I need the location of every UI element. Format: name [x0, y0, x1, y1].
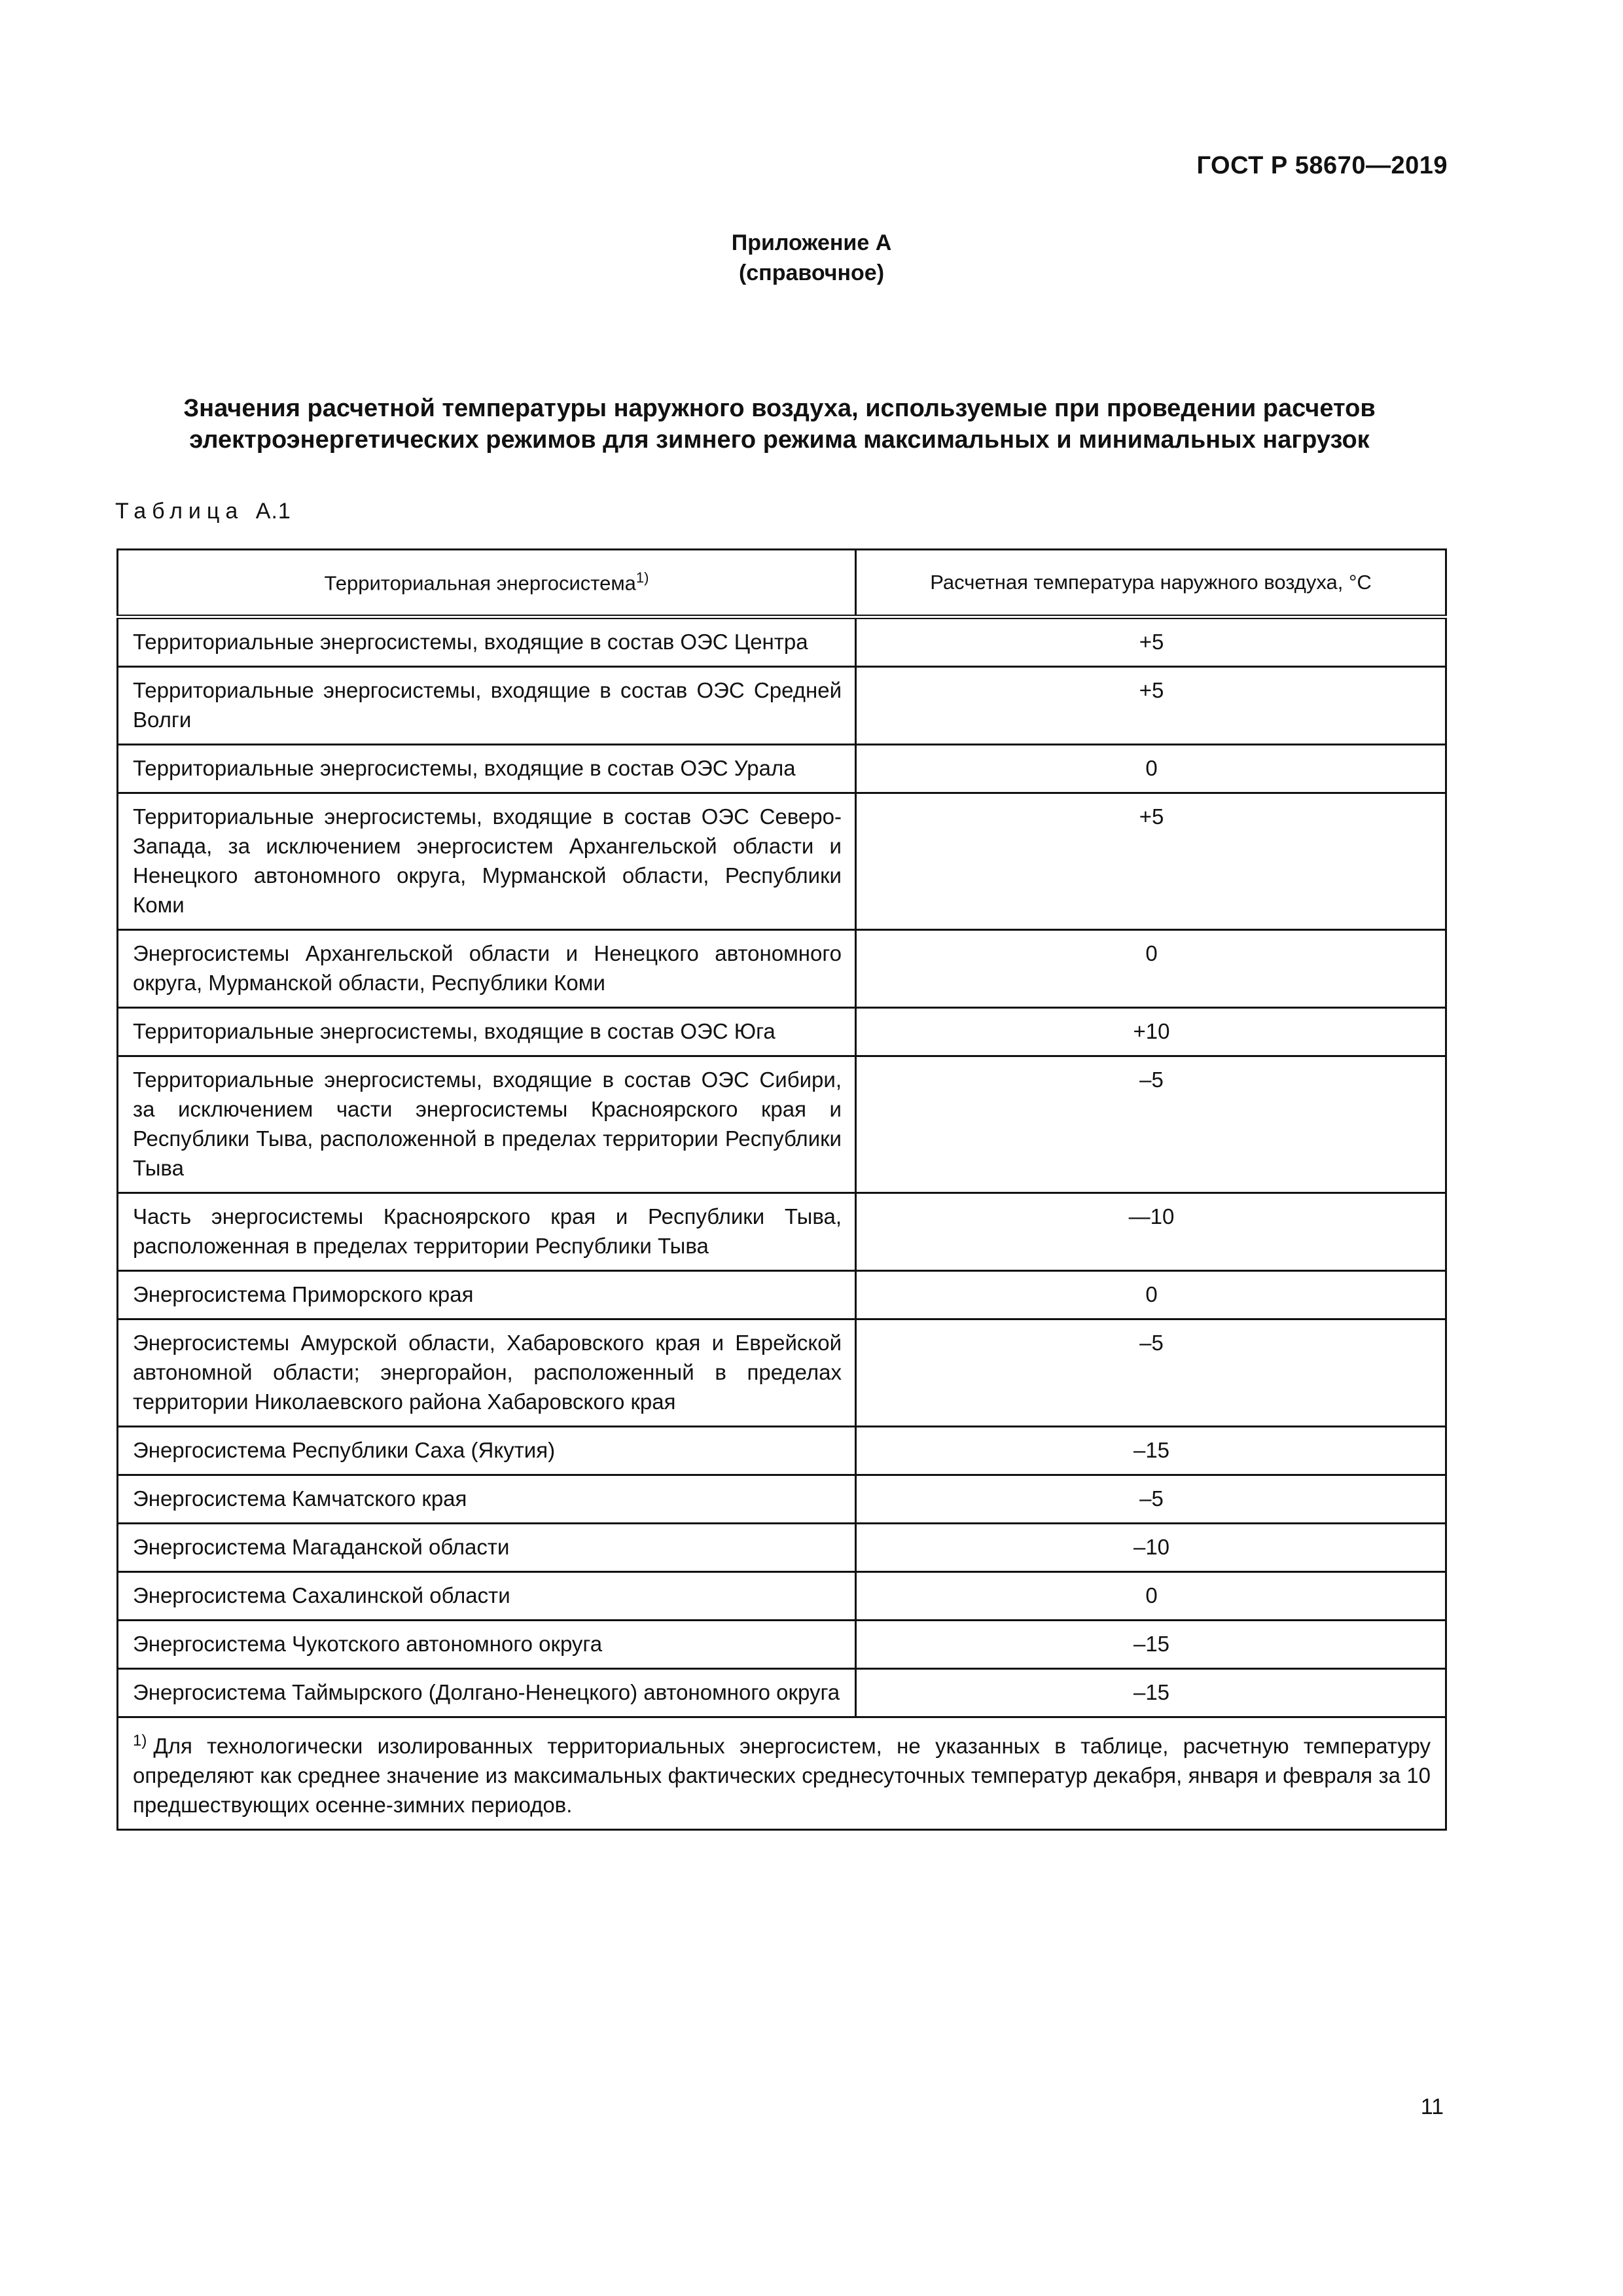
energy-system-name: Энергосистемы Архангельской области и Ненецкого автономного округа, Мурманской области, Республики Коми	[118, 930, 856, 1008]
energy-system-name: Энергосистема Камчатского края	[118, 1475, 856, 1524]
table-footnote	[118, 1717, 1446, 1830]
temperature-value: —10	[856, 1193, 1446, 1271]
energy-system-name: Энергосистема Приморского края	[118, 1271, 856, 1319]
table-row	[118, 930, 1446, 1008]
table-row	[118, 1475, 1446, 1524]
table-row	[118, 1669, 1446, 1717]
page-number: 11	[1420, 2094, 1444, 2119]
appendix-title: Приложение А	[731, 230, 892, 255]
energy-system-name: Часть энергосистемы Красноярского края и Республики Тыва, расположенная в пределах территории Республики Тыва	[118, 1193, 856, 1271]
energy-system-name: Энергосистема Таймырского (Долгано-Ненецкого) автономного округа	[118, 1669, 856, 1717]
table-row	[118, 1427, 1446, 1475]
table-row	[118, 1193, 1446, 1271]
temperature-value: –15	[856, 1427, 1446, 1475]
table-row	[118, 667, 1446, 745]
appendix-heading	[0, 228, 1623, 288]
table-row	[118, 793, 1446, 930]
temperature-value: +10	[856, 1008, 1446, 1056]
table-row	[118, 1056, 1446, 1193]
energy-system-name: Территориальные энергосистемы, входящие в состав ОЭС Урала	[118, 745, 856, 793]
temperature-value: +5	[856, 617, 1446, 667]
column-header-energy-system-label: Территориальная энергосистема	[324, 571, 636, 595]
document-title	[115, 393, 1444, 456]
table-header-row	[118, 550, 1446, 617]
energy-system-name: Энергосистема Чукотского автономного округа	[118, 1621, 856, 1669]
energy-system-name: Территориальные энергосистемы, входящие в состав ОЭС Средней Волги	[118, 667, 856, 745]
energy-system-name: Территориальные энергосистемы, входящие в состав ОЭС Юга	[118, 1008, 856, 1056]
temperature-value: –10	[856, 1524, 1446, 1572]
energy-system-name: Энергосистемы Амурской области, Хабаровского края и Еврейской автономной области; энергорайон, расположенный в пределах территории Николаевского района Хабаровского края	[118, 1319, 856, 1427]
temperature-value: –5	[856, 1475, 1446, 1524]
column-header-temperature: Расчетная температура наружного воздуха, °С	[856, 550, 1446, 617]
column-header-footnote-ref: 1)	[635, 569, 649, 586]
temperature-value: +5	[856, 667, 1446, 745]
appendix-subtitle: (справочное)	[738, 260, 885, 285]
temperature-value: –15	[856, 1669, 1446, 1717]
table-row	[118, 745, 1446, 793]
table-row	[118, 617, 1446, 667]
table-caption-number: А.1	[255, 499, 291, 524]
temperature-value: +5	[856, 793, 1446, 930]
energy-system-name: Территориальные энергосистемы, входящие в состав ОЭС Центра	[118, 617, 856, 667]
temperature-value: –5	[856, 1056, 1446, 1193]
energy-system-name: Территориальные энергосистемы, входящие в состав ОЭС Северо-Запада, за исключением энергосистем Архангельской области и Ненецкого автономного округа, Мурманской области, Республики Коми	[118, 793, 856, 930]
temperature-value: 0	[856, 930, 1446, 1008]
footnote-mark: 1)	[133, 1732, 147, 1749]
temperature-value: –5	[856, 1319, 1446, 1427]
table-row	[118, 1271, 1446, 1319]
temperature-value: 0	[856, 1271, 1446, 1319]
table-footnote-row	[118, 1717, 1446, 1830]
table-caption-word: Таблица	[115, 499, 244, 524]
temperature-value: 0	[856, 1572, 1446, 1621]
table-row	[118, 1319, 1446, 1427]
document-title-line-2: электроэнергетических режимов для зимнего режима максимальных и минимальных нагрузок	[189, 426, 1370, 454]
footnote-text: Для технологически изолированных территориальных энергосистем, не указанных в таблице, расчетную температуру определяют как среднее значение из максимальных фактических среднесуточных температур декабря, января и февраля за 10 предшествующих осенне-зимних периодов.	[133, 1734, 1431, 1817]
column-header-energy-system	[118, 550, 856, 617]
table-row	[118, 1621, 1446, 1669]
energy-system-name: Энергосистема Магаданской области	[118, 1524, 856, 1572]
table-row	[118, 1572, 1446, 1621]
document-title-line-1: Значения расчетной температуры наружного воздуха, используемые при проведении расчетов	[183, 395, 1376, 422]
table-caption	[115, 499, 291, 524]
energy-system-name: Энергосистема Сахалинской области	[118, 1572, 856, 1621]
temperature-table	[116, 548, 1447, 1831]
table-row	[118, 1524, 1446, 1572]
temperature-value: –15	[856, 1621, 1446, 1669]
energy-system-name: Энергосистема Республики Саха (Якутия)	[118, 1427, 856, 1475]
table-row	[118, 1008, 1446, 1056]
temperature-value: 0	[856, 745, 1446, 793]
document-code: ГОСТ Р 58670—2019	[1196, 152, 1448, 179]
energy-system-name: Территориальные энергосистемы, входящие в состав ОЭС Сибири, за исключением части энергосистемы Красноярского края и Республики Тыва, расположенной в пределах территории Республики Тыва	[118, 1056, 856, 1193]
